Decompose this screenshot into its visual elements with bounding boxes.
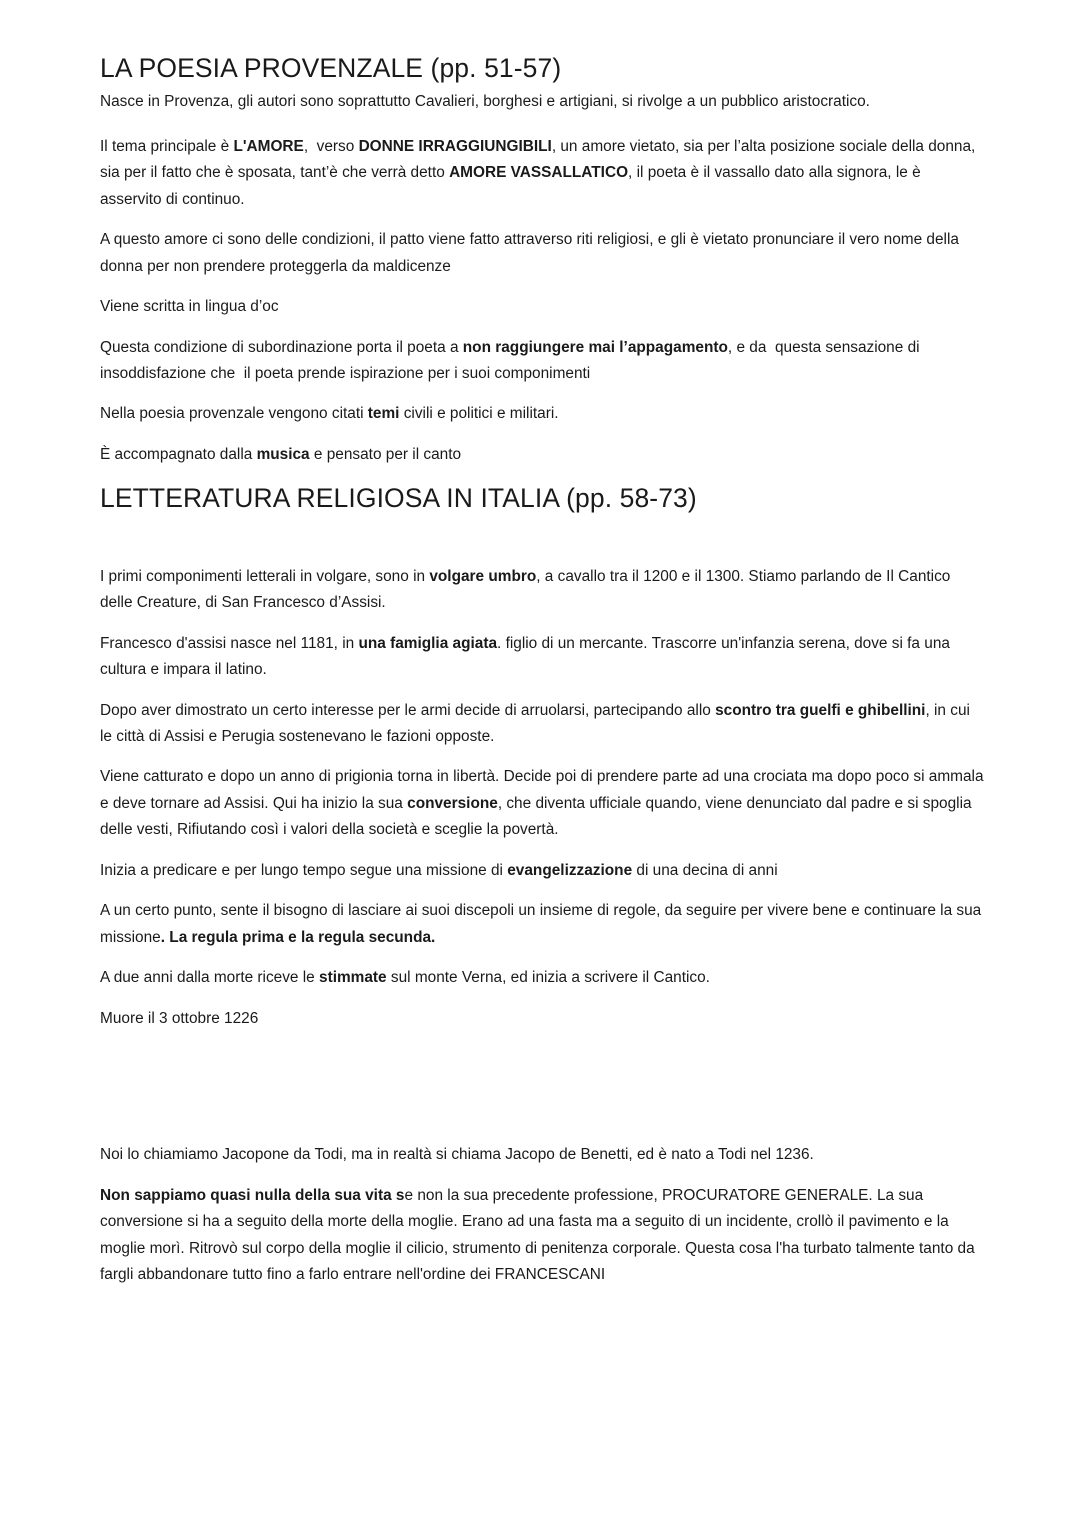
text-run: Muore il 3 ottobre 1226 (100, 1009, 259, 1027)
emphasis-run: non raggiungere mai l’appagamento (462, 338, 728, 356)
emphasis-run: AMORE VASSALLATICO (449, 164, 629, 182)
emphasis-run: evangelizzazione (507, 861, 633, 879)
text-run: . figlio di un mercante. Trascorre un'infanzia serena, dove si fa una cultura e impara il latino. (100, 634, 955, 679)
text-run: , verso (303, 137, 359, 155)
paragraph-religiosa-7 (100, 965, 985, 991)
text-run: A due anni dalla morte riceve le (100, 969, 320, 987)
paragraph-religiosa-3 (100, 698, 985, 751)
text-run: Viene catturato e dopo un anno di prigionia torna in libertà. Decide poi di prendere parte ad una crociata ma dopo poco si ammala e deve tornare ad Assisi. Qui ha inizio la sua (100, 768, 988, 812)
paragraph-religiosa-1 (100, 564, 985, 617)
text-run: , un amore vietato, sia per l’alta posizione sociale della donna, sia per il fatto che è sposata, tant’è che verrà detto (100, 137, 980, 182)
text-run: Francesco d'assisi nasce nel 1181, in (100, 634, 359, 652)
text-run: , e da questa sensazione di insoddisfazione che il poeta prende ispirazione per i suoi componimenti (100, 338, 924, 382)
text-run: sul monte Verna, ed inizia a scrivere il Cantico. (386, 969, 710, 987)
text-run: A un certo punto, sente il bisogno di lasciare ai suoi discepoli un insieme di regole, da seguire per vivere bene e continuare la sua missione (100, 902, 986, 946)
text-run: Noi lo chiamiamo Jacopone da Todi, ma in realtà si chiama Jacopo de Benetti, ed è nato a Todi nel 1236. (100, 1146, 814, 1164)
text-run: , il poeta è il vassallo dato alla signora, le è asservito di continuo. (100, 164, 925, 208)
emphasis-run: temi (367, 405, 400, 423)
text-run: , in cui le città di Assisi e Perugia sostenevano le fazioni opposte. (100, 701, 975, 745)
text-run: Viene scritta in lingua d’oc (100, 298, 279, 316)
text-run: Nella poesia provenzale vengono citati (100, 405, 368, 423)
text-run: Questa condizione di subordinazione porta il poeta a (100, 338, 463, 356)
section-spacer (100, 1046, 985, 1142)
text-run: civili e politici e militari. (399, 405, 559, 423)
heading-spacer (100, 520, 985, 564)
emphasis-run: musica (256, 445, 310, 463)
text-run: Il tema principale è (100, 137, 234, 155)
paragraph-religiosa-8 (100, 1006, 985, 1032)
paragraph-jacopone-2 (100, 1183, 985, 1289)
text-run: Dopo aver dimostrato un certo interesse per le armi decide di arruolarsi, partecipando allo (100, 701, 716, 719)
text-run: , a cavallo tra il 1200 e il 1300. Stiamo parlando de Il Cantico delle Creature, di San Francesco d’Assisi. (100, 567, 955, 612)
paragraph-religiosa-6 (100, 898, 985, 951)
paragraph-religiosa-2 (100, 631, 985, 684)
text-run: di una decina di anni (632, 861, 778, 879)
section-heading-poesia-provenzale: LA POESIA PROVENZALE (pp. 51-57) (100, 53, 562, 83)
emphasis-run: stimmate (319, 969, 387, 987)
emphasis-run: DONNE IRRAGGIUNGIBILI (358, 137, 552, 155)
emphasis-run: conversione (407, 794, 498, 812)
paragraph-provenzale-1 (100, 89, 985, 115)
paragraph-jacopone-1 (100, 1142, 985, 1168)
emphasis-run: Non sappiamo quasi nulla della sua vita s (100, 1186, 405, 1204)
text-run: I primi componimenti letterali in volgare, sono in (100, 567, 430, 585)
paragraph-provenzale-4 (100, 294, 985, 320)
text-run: e non la sua precedente professione, PROCURATORE GENERALE. La sua conversione si ha a seguito della morte della moglie. Erano ad una fasta ma a seguito di un incidente, crollò il pavimento e la moglie morì. Ritrovò sul corpo della moglie il cilicio, strumento di penitenza corporale. Questa cosa l'ha turbato talmente tanto da fargli abbandonare tutto fino a farlo entrare nell'ordine dei FRANCESCANI (100, 1186, 979, 1284)
text-run: A questo amore ci sono delle condizioni, il patto viene fatto attraverso riti religiosi, e gli è vietato pronunciare il vero nome della donna per non prendere proteggerla da maldicenze (100, 231, 964, 275)
emphasis-run: una famiglia agiata (358, 634, 498, 652)
paragraph-provenzale-2 (100, 134, 985, 213)
paragraph-religiosa-4 (100, 764, 988, 843)
text-run: È accompagnato dalla (100, 445, 257, 463)
text-run: Inizia a predicare e per lungo tempo segue una missione di (100, 861, 508, 879)
text-run: , che diventa ufficiale quando, viene denunciato dal padre e si spoglia delle vesti, Rifiutando così i valori della società e sceglie la povertà. (100, 794, 976, 839)
text-run: e pensato per il canto (309, 445, 462, 463)
text-run: Nasce in Provenza, gli autori sono soprattutto Cavalieri, borghesi e artigiani, si rivolge a un pubblico aristocratico. (100, 93, 870, 111)
paragraph-provenzale-3 (100, 227, 985, 280)
paragraph-provenzale-6 (100, 401, 985, 427)
emphasis-run: volgare umbro (429, 567, 537, 585)
section-heading-letteratura-religiosa: LETTERATURA RELIGIOSA IN ITALIA (pp. 58-73) (100, 483, 697, 514)
emphasis-run: scontro tra guelfi e ghibellini (715, 701, 926, 719)
paragraph-provenzale-5 (100, 335, 985, 388)
emphasis-run: . La regula prima e la regula secunda. (160, 928, 436, 946)
emphasis-run: L'AMORE (233, 137, 304, 155)
paragraph-religiosa-5 (100, 858, 985, 884)
paragraph-provenzale-7 (100, 442, 985, 468)
